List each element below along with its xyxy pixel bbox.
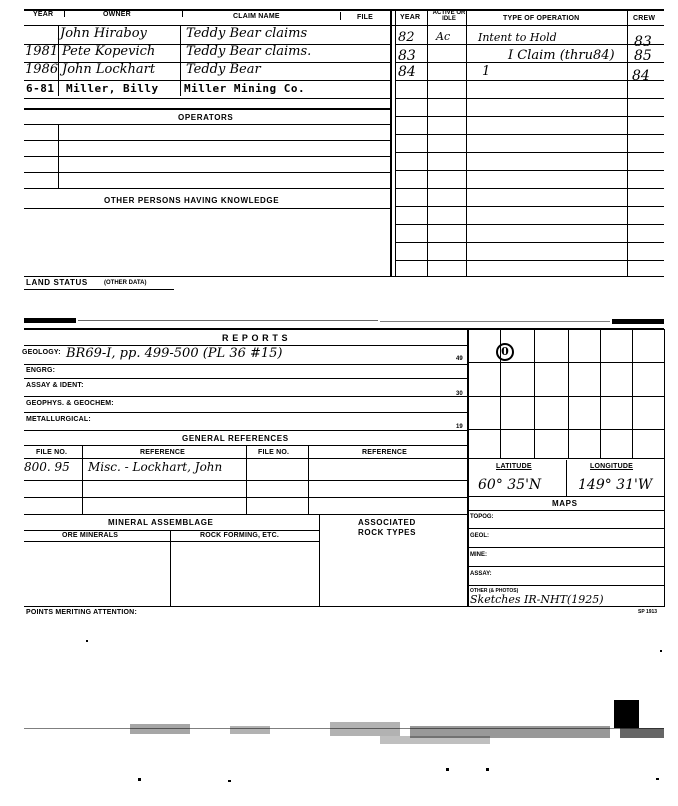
metallurgical-label: METALLURGICAL: (26, 416, 91, 423)
claim-name: Teddy Bear claims. (186, 44, 312, 59)
header-crew: CREW (633, 15, 656, 22)
header-active-idle: ACTIVE OR IDLE (432, 10, 466, 22)
col-file-no: FILE NO. (36, 449, 68, 456)
geology-label: GEOLOGY: (22, 349, 61, 356)
land-status-sub: (OTHER DATA) (104, 280, 147, 286)
owner-name: John Hiraboy (60, 26, 147, 41)
mineral-heading: MINERAL ASSEMBLAGE (108, 518, 214, 527)
ref-file-no: 800. 95 (24, 460, 70, 474)
maps-other-value: Sketches IR-NHT(1925) (470, 593, 604, 606)
geology-value: BR69-I, pp. 499-500 (PL 36 #15) (66, 346, 283, 361)
owner-name: John Lockhart (62, 62, 156, 77)
op-year: 84 (398, 64, 416, 80)
claim-name: Teddy Bear claims (186, 26, 308, 41)
op-year: 83 (398, 48, 416, 64)
owner-name: Miller, Billy (66, 82, 159, 95)
header-claim-name: CLAIM NAME (233, 13, 280, 20)
latitude-value: 60° 35'N (478, 477, 542, 493)
owner-year: 6-81 (26, 82, 55, 95)
op-type: Intent to Hold (478, 31, 557, 44)
reports-heading: R E P O R T S (222, 333, 289, 343)
rock-types-label: ROCK TYPES (358, 528, 417, 537)
op-type: 1 (482, 64, 491, 79)
op-type: I Claim (thru84) (508, 48, 615, 63)
op-crew: 84 (632, 68, 650, 84)
assay-num: 30 (456, 391, 463, 397)
engrg-label: ENGRG: (26, 367, 56, 374)
claim-name: Teddy Bear (186, 62, 261, 77)
header-file: FILE (357, 14, 373, 21)
form-number: SP 1913 (638, 609, 658, 615)
maps-topog: TOPOG: (470, 514, 494, 520)
associated-label: ASSOCIATED (358, 518, 416, 527)
rock-forming-label: ROCK FORMING, ETC. (200, 532, 280, 539)
maps-assay: ASSAY: (470, 571, 492, 577)
owner-year: 1986 (25, 62, 59, 77)
op-crew: 85 (634, 48, 652, 64)
op-year: 82 (398, 30, 415, 45)
col-reference-2: REFERENCE (362, 449, 407, 456)
points-meriting-attention-label: POINTS MERITING ATTENTION: (26, 609, 137, 616)
ore-minerals-label: ORE MINERALS (62, 532, 119, 539)
owner-year: 1981 (25, 44, 59, 59)
metallurgical-num: 19 (456, 424, 463, 430)
claim-name: Miller Mining Co. (184, 82, 306, 95)
geology-num: 49 (456, 356, 463, 362)
longitude-value: 149° 31'W (578, 477, 653, 493)
latitude-label: LATITUDE (496, 463, 532, 470)
longitude-label: LONGITUDE (590, 463, 634, 470)
maps-geol: GEOL: (470, 533, 489, 539)
land-status-label: LAND STATUS (26, 278, 88, 287)
ref-reference: Misc. - Lockhart, John (88, 460, 223, 474)
other-persons-heading: OTHER PERSONS HAVING KNOWLEDGE (104, 196, 280, 205)
header-year: YEAR (33, 11, 54, 18)
op-crew: 83 (634, 34, 652, 50)
col-file-no-2: FILE NO. (258, 449, 290, 456)
col-reference: REFERENCE (140, 449, 185, 456)
header-year2: YEAR (400, 14, 421, 21)
general-refs-heading: GENERAL REFERENCES (182, 434, 289, 443)
owner-name: Pete Kopevich (62, 44, 156, 59)
maps-mine: MINE: (470, 552, 487, 558)
header-type-of-operation: TYPE OF OPERATION (503, 15, 580, 22)
assay-label: ASSAY & IDENT: (26, 382, 84, 389)
op-active: Ac (436, 30, 451, 43)
header-owner: OWNER (103, 11, 131, 18)
maps-heading: MAPS (552, 499, 578, 508)
maps-other: OTHER (& PHOTOS) (470, 588, 519, 594)
location-marker: 0 (496, 343, 514, 361)
operators-heading: OPERATORS (178, 113, 234, 122)
geophys-label: GEOPHYS. & GEOCHEM: (26, 400, 114, 407)
